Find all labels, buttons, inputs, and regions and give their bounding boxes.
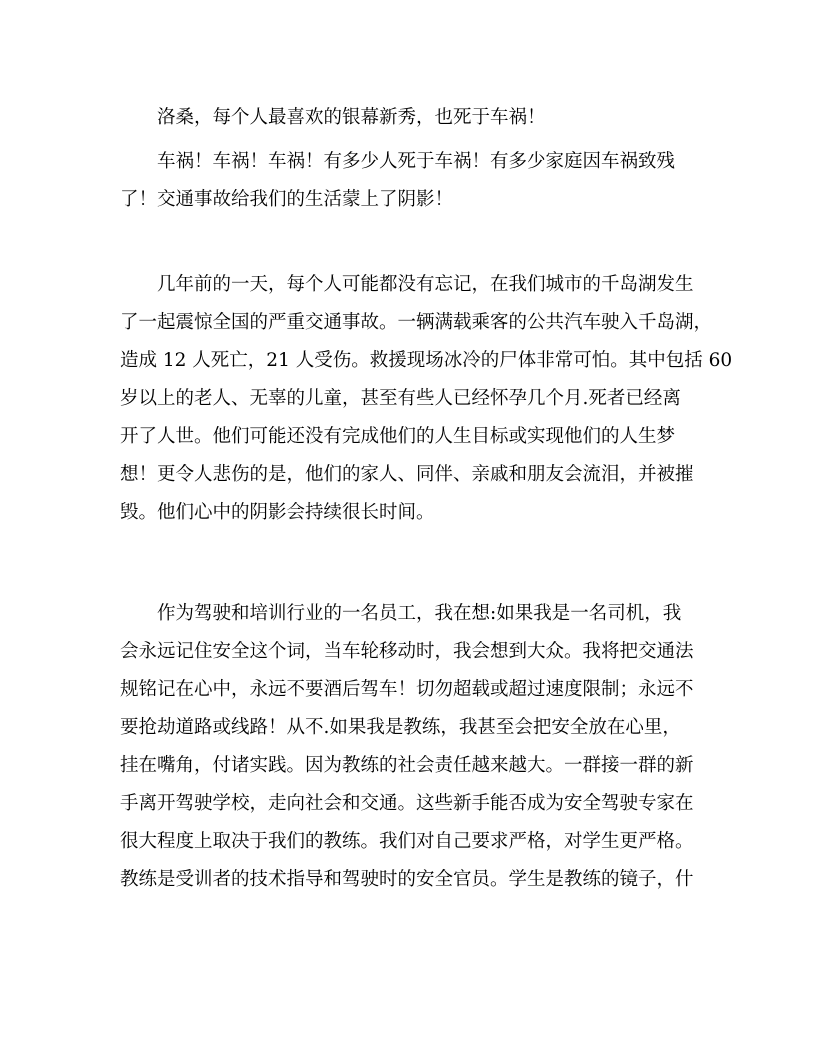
paragraph-2-line-2: 了！交通事故给我们的生活蒙上了阴影！ bbox=[120, 189, 454, 210]
paragraph-4-line-2: 会永远记住安全这个词，当车轮移动时，我会想到大众。我将把交通法 bbox=[120, 641, 694, 662]
paragraph-3-line-7: 毁。他们心中的阴影会持续很长时间。 bbox=[120, 502, 435, 523]
paragraph-4-line-7: 很大程度上取决于我们的教练。我们对自己要求严格，对学生更严格。 bbox=[120, 831, 694, 852]
paragraph-3-line-6: 想！更令人悲伤的是，他们的家人、同伴、亲戚和朋友会流泪，并被摧 bbox=[120, 464, 694, 485]
paragraph-1-line-1: 洛桑，每个人最喜欢的银幕新秀，也死于车祸！ bbox=[157, 107, 546, 128]
paragraph-4-line-8: 教练是受训者的技术指导和驾驶时的安全官员。学生是教练的镜子，什 bbox=[120, 869, 694, 890]
paragraph-3-line-2: 了一起震惊全国的严重交通事故。一辆满载乘客的公共汽车驶入千岛湖， bbox=[120, 312, 713, 333]
paragraph-4-line-4: 要抢劫道路或线路！从不.如果我是教练，我甚至会把安全放在心里， bbox=[120, 717, 681, 738]
paragraph-3-line-5: 开了人世。他们可能还没有完成他们的人生目标或实现他们的人生梦 bbox=[120, 426, 676, 447]
paragraph-4-line-6: 手离开驾驶学校，走向社会和交通。这些新手能否成为安全驾驶专家在 bbox=[120, 793, 694, 814]
paragraph-3-line-1: 几年前的一天，每个人可能都没有忘记，在我们城市的千岛湖发生 bbox=[157, 274, 694, 295]
paragraph-4-line-3: 规铭记在心中，永远不要酒后驾车！切勿超载或超过速度限制；永远不 bbox=[120, 679, 694, 700]
paragraph-2-line-1: 车祸！车祸！车祸！有多少人死于车祸！有多少家庭因车祸致残 bbox=[157, 151, 676, 172]
paragraph-4-line-5: 挂在嘴角，付诸实践。因为教练的社会责任越来越大。一群接一群的新 bbox=[120, 755, 694, 776]
paragraph-3-line-3: 造成 12 人死亡，21 人受伤。救援现场冰冷的尸体非常可怕。其中包括 60 bbox=[120, 350, 733, 371]
paragraph-3-line-4: 岁以上的老人、无辜的儿童，甚至有些人已经怀孕几个月.死者已经离 bbox=[120, 388, 681, 409]
paragraph-4-line-1: 作为驾驶和培训行业的一名员工，我在想:如果我是一名司机，我 bbox=[157, 603, 682, 624]
